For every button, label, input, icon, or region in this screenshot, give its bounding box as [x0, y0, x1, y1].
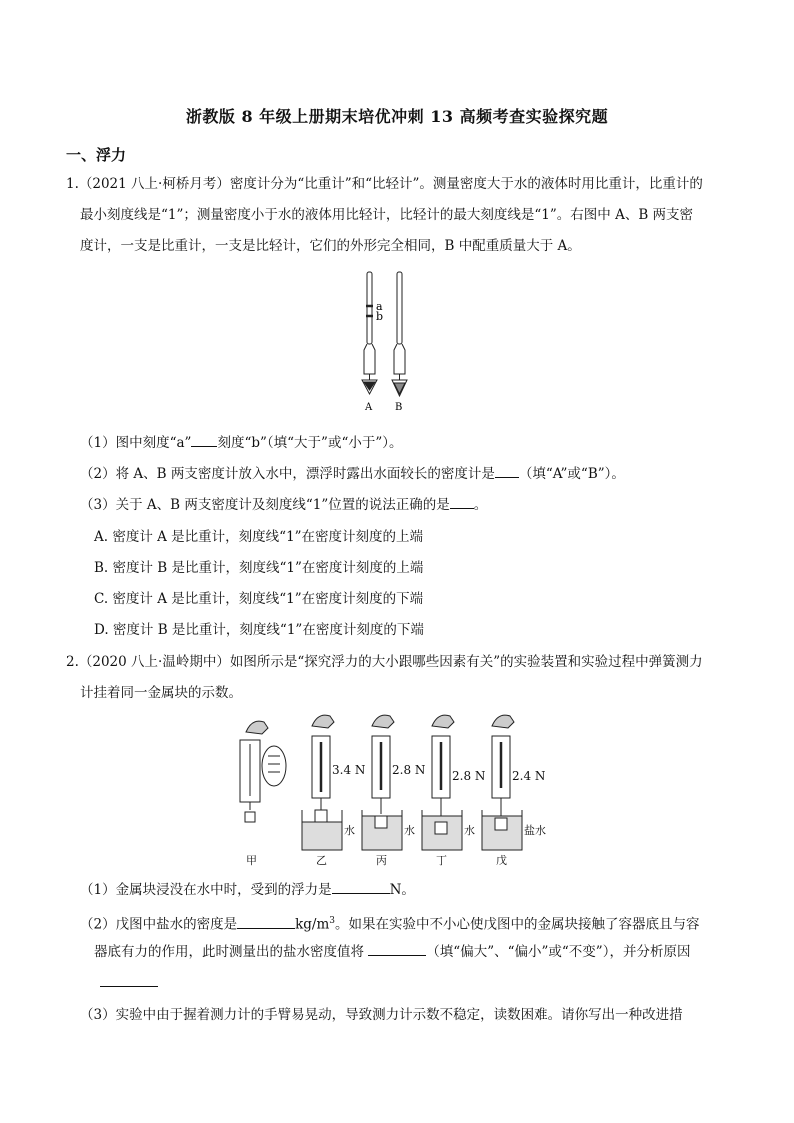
q1-sub2 [80, 465, 625, 483]
q1-sub1-text: （1）图中刻度“a” [80, 435, 192, 451]
panel-jia [240, 721, 286, 822]
answer-blank[interactable] [495, 465, 519, 478]
q2-sub2-text-end: 。如果在实验中不小心使戊图中的金属块接触了容器底且与容 [335, 916, 700, 933]
answer-blank[interactable] [368, 943, 426, 956]
q1-sub2-text: （2）将 A、B 两支密度计放入水中，漂浮时露出水面较长的密度计是 [80, 466, 495, 482]
q2-sub3: （3）实验中由于握着测力计的手臂易晃动，导致测力计示数不稳定，读数困难。请你写出一种改进措 [80, 1007, 683, 1023]
answer-blank[interactable] [332, 881, 390, 894]
q1-option-b: B. 密度计 B 是比重计，刻度线“1”在密度计刻度的上端 [94, 560, 424, 576]
label-jia: 甲 [246, 854, 257, 867]
label-B: B [395, 402, 403, 413]
q1-stem-line3: 度计，一支是比重计，一支是比轻计，它们的外形完全相同，B 中配重质量大于 A。 [80, 238, 581, 254]
q2-sub1 [80, 881, 415, 899]
q1-stem-line2: 最小刻度线是“1”；测量密度小于水的液体用比轻计，比轻计的最大刻度线是“1”。右图中 A、B 两支密 [80, 207, 694, 223]
q2-sub2-reason [100, 974, 158, 992]
hydrometer-figure [352, 270, 422, 416]
q1-option-a: A. 密度计 A 是比重计，刻度线“1”在密度计刻度的上端 [94, 529, 424, 545]
q2-sub2 [80, 912, 700, 934]
label-yi: 乙 [316, 854, 327, 867]
q1-sub3 [80, 496, 487, 514]
document-title: 浙教版 8 年级上册期末培优冲刺 13 高频考查实验探究题 [185, 107, 609, 126]
liquid-yi: 水 [344, 824, 355, 837]
label-wu: 戊 [496, 854, 507, 867]
label-bing: 丙 [376, 854, 387, 867]
answer-blank[interactable] [450, 496, 474, 509]
buoyancy-experiment-figure [232, 712, 562, 868]
liquid-bing: 水 [404, 824, 415, 837]
reading-ding: 2.8 N [452, 769, 486, 783]
q2-sub1-text: （1）金属块浸没在水中时，受到的浮力是 [80, 882, 332, 898]
answer-blank[interactable] [100, 974, 158, 987]
answer-blank[interactable] [191, 434, 217, 447]
label-ding: 丁 [436, 854, 447, 867]
q1-sub1 [80, 434, 403, 452]
hydrometer-b-drawing [392, 272, 407, 396]
reading-bing: 2.8 N [392, 763, 426, 777]
q1-sub1-text-end: 刻度“b”（填“大于”或“小于”）。 [217, 435, 403, 451]
q1-option-c: C. 密度计 A 是比重计，刻度线“1”在密度计刻度的下端 [94, 591, 424, 607]
q2-sub2-text: （2）戊图中盐水的密度是 [80, 916, 238, 933]
q1-sub2-text-end: （填“A”或“B”）。 [518, 466, 625, 482]
q2-stem-line2: 计挂着同一金属块的示数。 [80, 685, 242, 701]
reading-wu: 2.4 N [512, 769, 546, 783]
q2-stem-line1: 2.（2020 八上·温岭期中）如图所示是“探究浮力的大小跟哪些因素有关”的实验装置和实验过程中弹簧测力 [66, 654, 703, 670]
section-heading-buoyancy: 一、浮力 [66, 146, 127, 164]
q2-sub2-unit: kg/m [295, 916, 330, 933]
liquid-wu: 盐水 [524, 824, 546, 837]
label-b: b [376, 310, 384, 323]
reading-yi: 3.4 N [332, 763, 366, 777]
q1-sub3-text: （3）关于 A、B 两支密度计及刻度线“1”位置的说法正确的是 [80, 497, 450, 513]
panel-yi [302, 715, 342, 850]
label-A: A [365, 402, 373, 413]
panel-bing [362, 715, 402, 850]
q2-sub2-line2-text: 器底有力的作用，此时测量出的盐水密度值将 [94, 944, 364, 960]
q2-sub2-unit-sup: 3 [329, 916, 335, 926]
answer-blank[interactable] [237, 916, 295, 929]
q2-sub2-line2 [94, 943, 690, 961]
liquid-ding: 水 [464, 824, 475, 837]
label-a: a [376, 300, 383, 313]
hydrometer-a-drawing [362, 272, 377, 394]
q2-sub2-line2-text-end: （填“偏大”、“偏小”或“不变”），并分析原因 [426, 944, 691, 960]
q1-option-d: D. 密度计 B 是比重计，刻度线“1”在密度计刻度的下端 [94, 622, 424, 638]
q2-sub1-unit: N。 [389, 882, 415, 898]
q1-sub3-text-end: 。 [473, 497, 488, 513]
q1-stem-line1: 1.（2021 八上·柯桥月考）密度计分为“比重计”和“比轻计”。测量密度大于水的液体时用比重计，比重计的 [66, 176, 703, 192]
